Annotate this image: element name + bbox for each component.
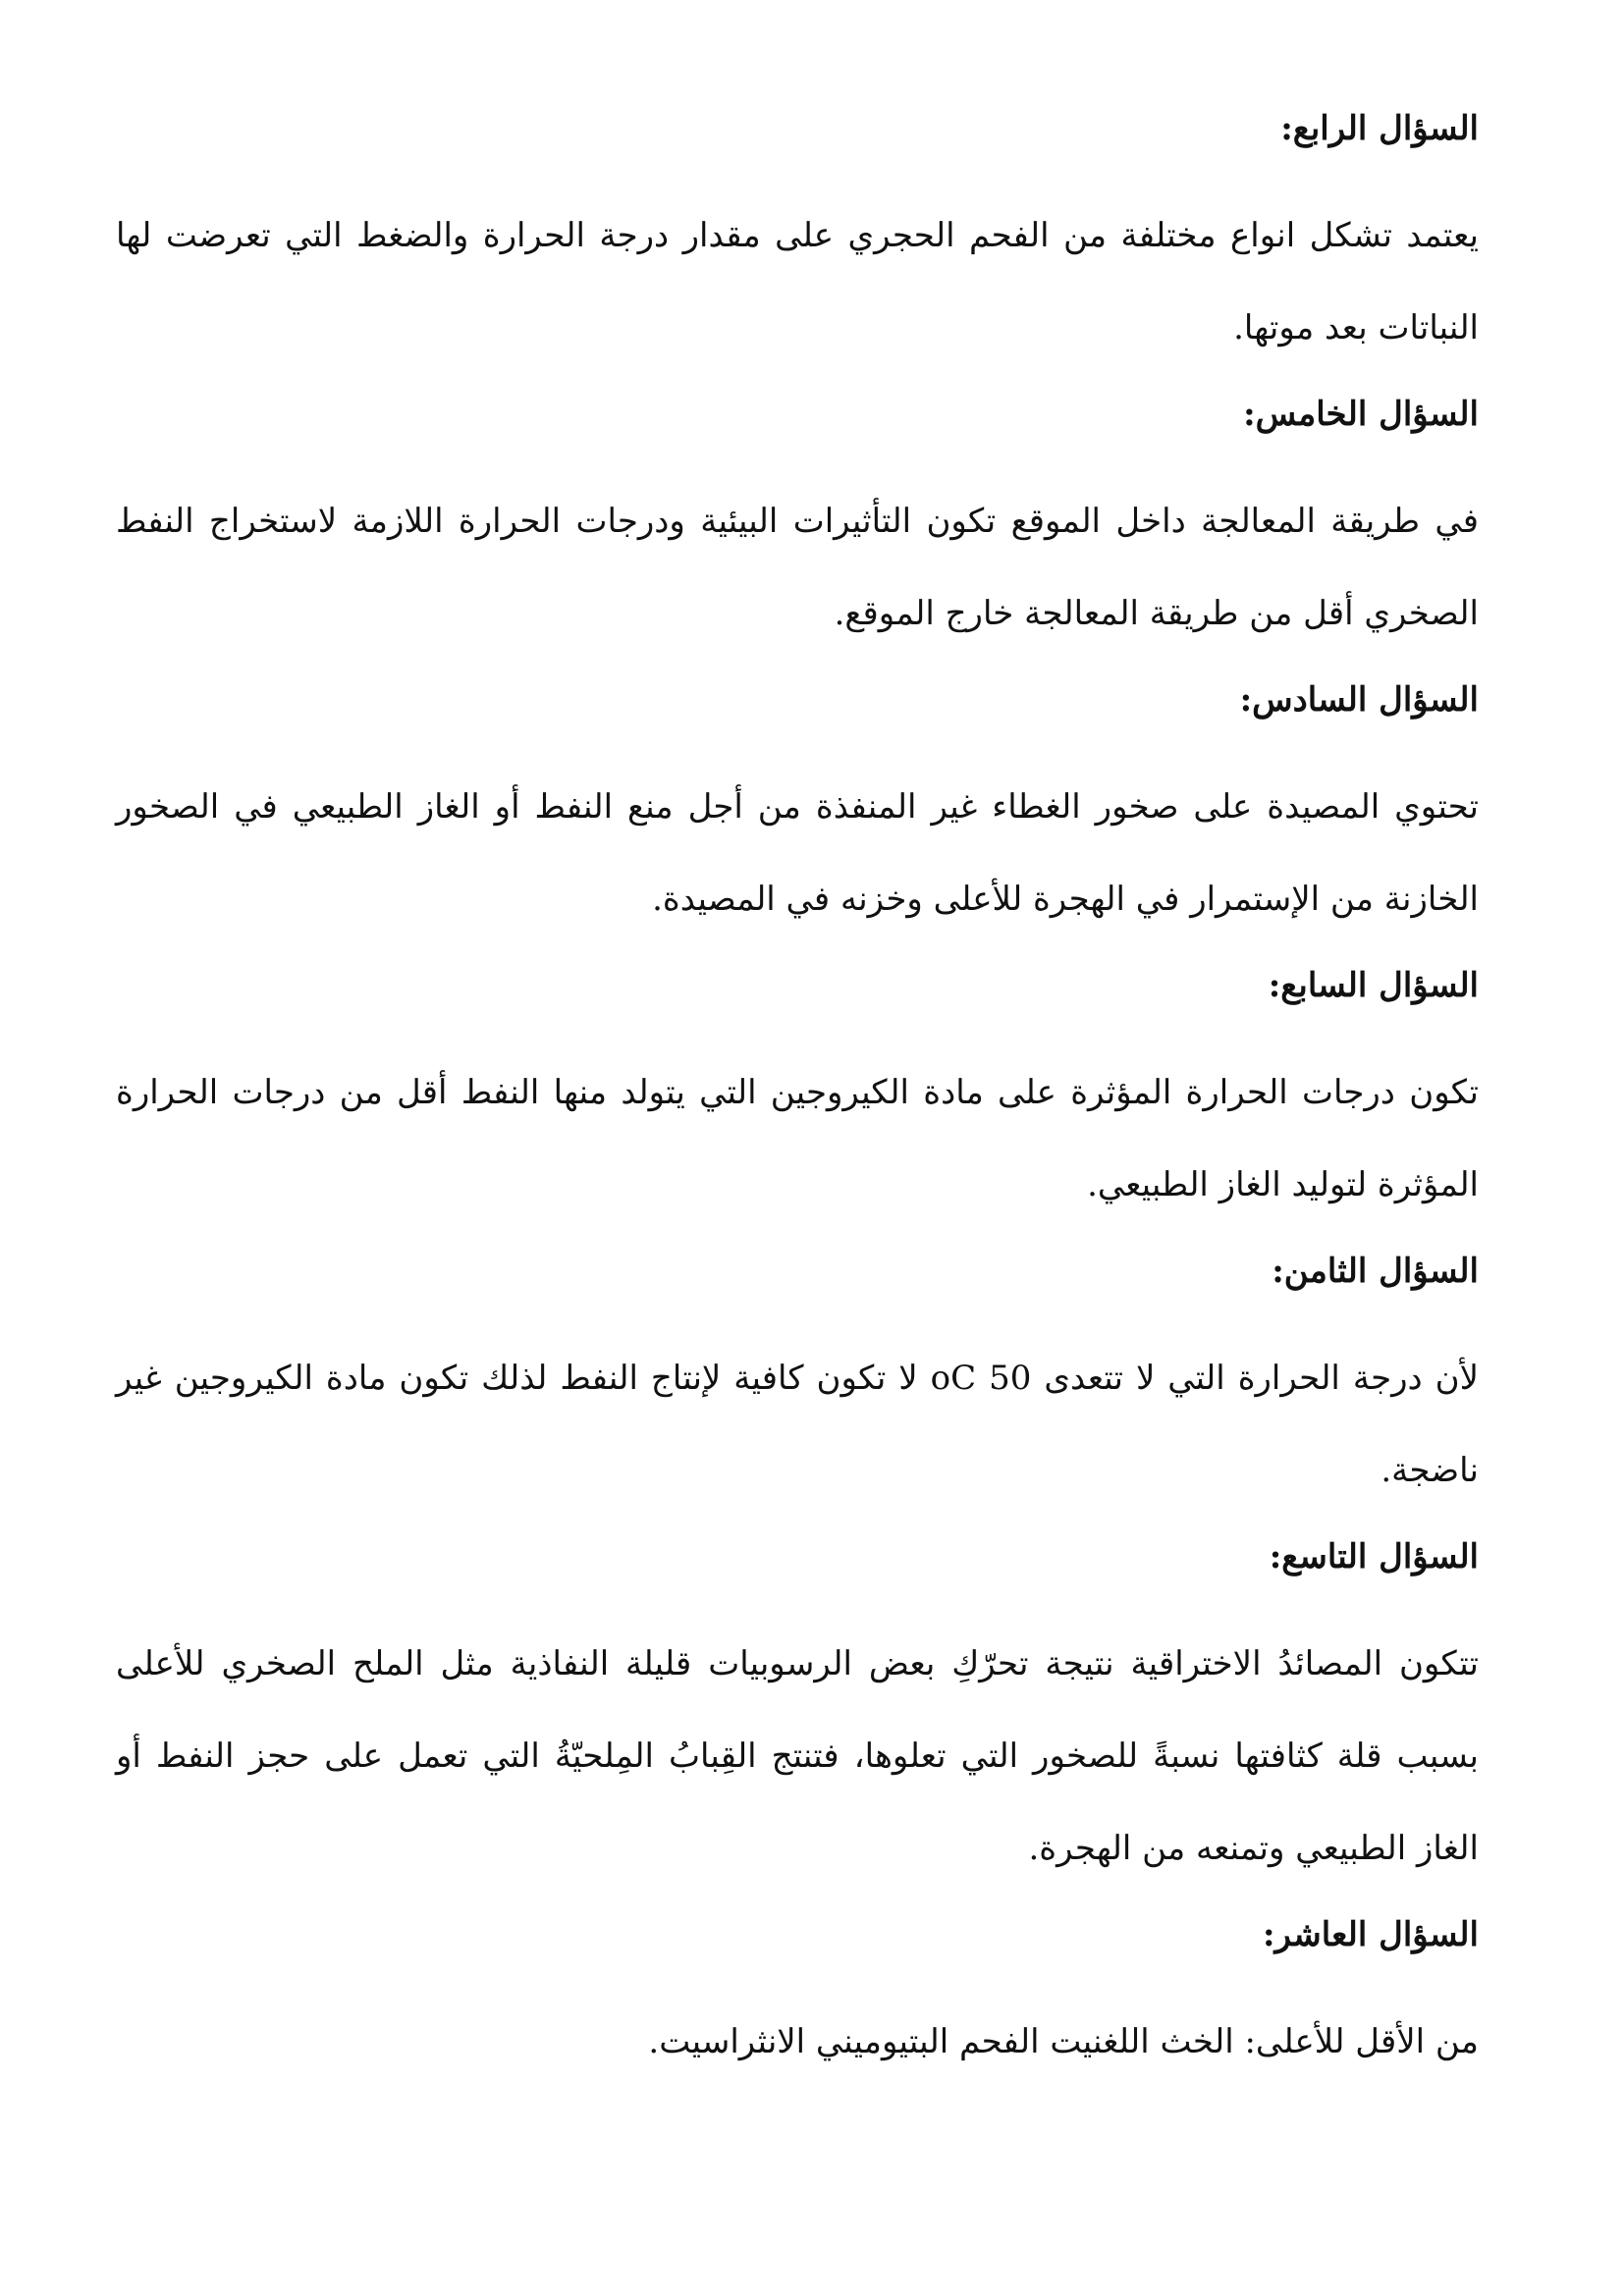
section-body: تحتوي المصيدة على صخور الغطاء غير المنفذة من أجل منع النفط أو الغاز الطبيعي في الصخور الخازنة من الإستمرار في الهجرة للأعلى وخزنه في المصيدة. [116,787,1479,919]
section-body: تكون درجات الحرارة المؤثرة على مادة الكيروجين التي يتولد منها النفط أقل من درجات الحرارة المؤثرة لتوليد الغاز الطبيعي. [116,1073,1479,1204]
section-heading: السؤال التاسع: [1269,1537,1479,1576]
answer-section-5 [116,390,1479,660]
section-body: في طريقة المعالجة داخل الموقع تكون التأثيرات البيئية ودرجات الحرارة اللازمة لاستخراج النفط الصخري أقل من طريقة المعالجة خارج الموقع. [116,502,1479,633]
section-heading: السؤال السابع: [1268,966,1479,1005]
section-body: يعتمد تشكل انواع مختلفة من الفحم الحجري على مقدار درجة الحرارة والضغط التي تعرضت لها النباتات بعد موتها. [116,216,1479,347]
answer-section-8 [116,1247,1479,1517]
section-body: من الأقل للأعلى: الخث اللغنيت الفحم البتيوميني الانثراسيت. [648,2022,1479,2061]
section-heading: السؤال الخامس: [1243,395,1479,434]
section-heading: السؤال الثامن: [1272,1252,1479,1291]
answer-section-6 [116,675,1479,945]
answer-section-9 [116,1532,1479,1895]
section-heading: السؤال العاشر: [1262,1915,1479,1954]
section-body: لأن درجة الحرارة التي لا تتعدى 50 oC لا تكون كافية لإنتاج النفط لذلك تكون مادة الكيروجين غير ناضجة. [116,1359,1479,1490]
answer-section-10 [116,1910,1479,2088]
section-body: تتكون المصائدُ الاختراقية نتيجة تحرّكِ بعض الرسوبيات قليلة النفاذية مثل الملح الصخري للأعلى بسبب قلة كثافتها نسبةً للصخور التي تعلوها، فتنتج القِبابُ المِلحيّةُ التي تعمل على حجز النفط أو الغاز الطبيعي وتمنعه من الهجرة. [116,1644,1479,1868]
section-heading: السؤال الرابع: [1280,109,1479,148]
section-heading: السؤال السادس: [1239,680,1479,720]
answer-section-7 [116,961,1479,1231]
answer-section-4 [116,104,1479,374]
